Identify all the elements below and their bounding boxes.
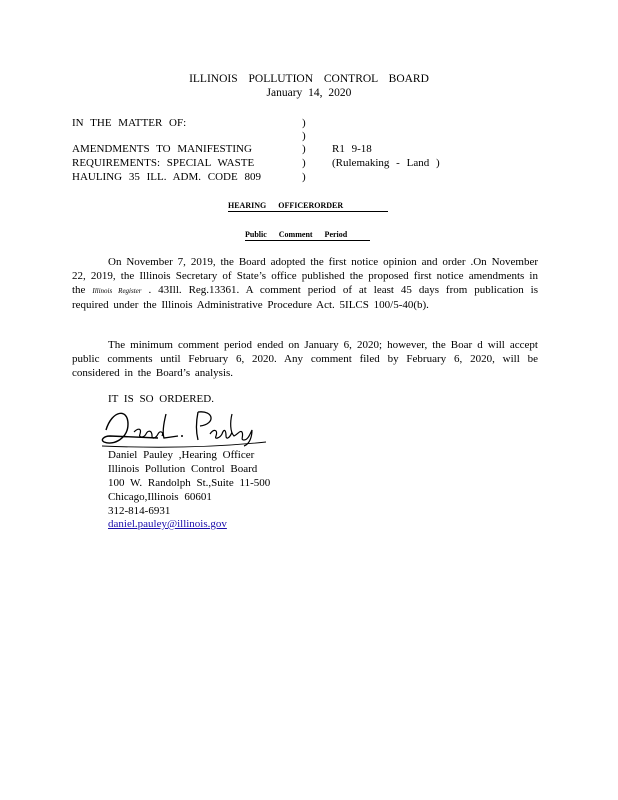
board-title: ILLINOIS POLLUTION CONTROL BOARD <box>189 73 429 85</box>
section-title: Public Comment Period <box>245 230 370 241</box>
so-ordered: IT IS SO ORDERED. <box>108 393 214 405</box>
caption-paren: ) <box>302 130 306 142</box>
signature-image <box>98 402 268 452</box>
caption-line: REQUIREMENTS: SPECIAL WASTE <box>72 157 255 169</box>
paragraph-text: On November 7, 2019, the Board adopted the first notice opinion and order .On November 22, 2019, the Illinois Secretary of State’s office published the proposed first notice amendments in the <box>72 256 538 296</box>
paragraph-comment-period <box>72 338 538 380</box>
document-date: January 14, 2020 <box>266 87 352 99</box>
caption-paren: ) <box>302 171 306 183</box>
signer-name: Daniel Pauley ,Hearing Officer <box>108 449 255 461</box>
paragraph-text: The minimum comment period ended on January 6, 2020; however, the Boar d will accept public comments until February 6, 2020. Any comment filed by February 6, 2020, will be considered in the Board’s analysis. <box>72 339 538 379</box>
caption-paren: ) <box>302 143 306 155</box>
docket-number: R1 9-18 <box>332 143 372 155</box>
docket-type: (Rulemaking - Land ) <box>332 157 440 169</box>
paragraph-publication <box>72 255 538 312</box>
order-title: HEARING OFFICERORDER <box>228 201 388 212</box>
caption-line: AMENDMENTS TO MANIFESTING <box>72 143 252 155</box>
signer-organization: Illinois Pollution Control Board <box>108 463 258 475</box>
signer-address-line1: 100 W. Randolph St.,Suite 11-500 <box>108 477 271 489</box>
signer-address-line2: Chicago,Illinois 60601 <box>108 491 212 503</box>
in-the-matter-label: IN THE MATTER OF: <box>72 117 187 129</box>
caption-paren: ) <box>302 157 306 169</box>
paragraph-text: . 43Ill. Reg.13361. A comment period of at least 45 days from publication is required under the Illinois Administrative Procedure Act. 5ILCS 100/5-40(b). <box>72 284 539 311</box>
illinois-register-italic: Illinois Register <box>92 287 142 295</box>
signer-email-link[interactable]: daniel.pauley@illinois.gov <box>108 518 227 530</box>
caption-paren: ) <box>302 117 306 129</box>
signer-phone: 312-814-6931 <box>108 505 171 517</box>
caption-line: HAULING 35 ILL. ADM. CODE 809 <box>72 171 261 183</box>
